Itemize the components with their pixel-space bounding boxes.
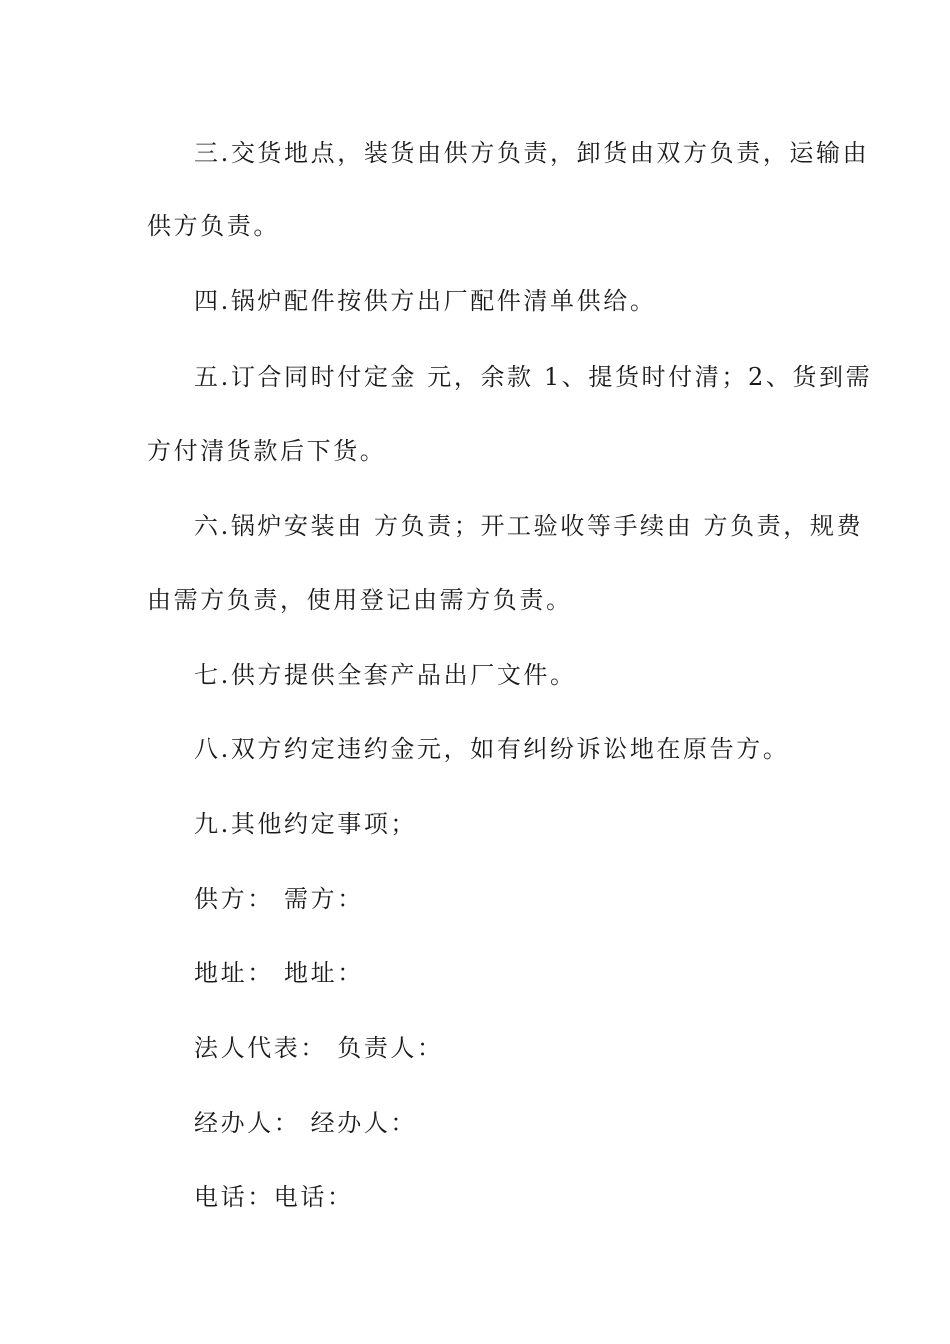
signature-address-line: 地址： 地址： xyxy=(194,959,364,987)
signature-representative-line: 法人代表： 负责人： xyxy=(194,1034,444,1062)
signature-phone-line: 电话：电话： xyxy=(194,1183,354,1211)
clause-6-line-2: 由需方负责，使用登记由需方负责。 xyxy=(147,586,573,614)
clause-5-line-1: 五.订合同时付定金 元，余款 1、提货时付清；2、货到需 xyxy=(194,363,873,391)
clause-9: 九.其他约定事项； xyxy=(194,810,418,838)
signature-party-line: 供方： 需方： xyxy=(194,885,364,913)
signature-agent-line: 经办人： 经办人： xyxy=(194,1109,418,1137)
clause-4: 四.锅炉配件按供方出厂配件清单供给。 xyxy=(194,287,657,315)
clause-6-line-1: 六.锅炉安装由 方负责；开工验收等手续由 方负责，规费 xyxy=(194,512,864,540)
clause-7: 七.供方提供全套产品出厂文件。 xyxy=(194,661,577,689)
clause-8: 八.双方约定违约金元，如有纠纷诉讼地在原告方。 xyxy=(194,735,790,763)
clause-5-line-2: 方付清货款后下货。 xyxy=(147,437,387,465)
clause-3-line-2: 供方负责。 xyxy=(147,212,280,240)
clause-3-line-1: 三.交货地点，装货由供方负责，卸货由双方负责，运输由 xyxy=(194,139,870,167)
